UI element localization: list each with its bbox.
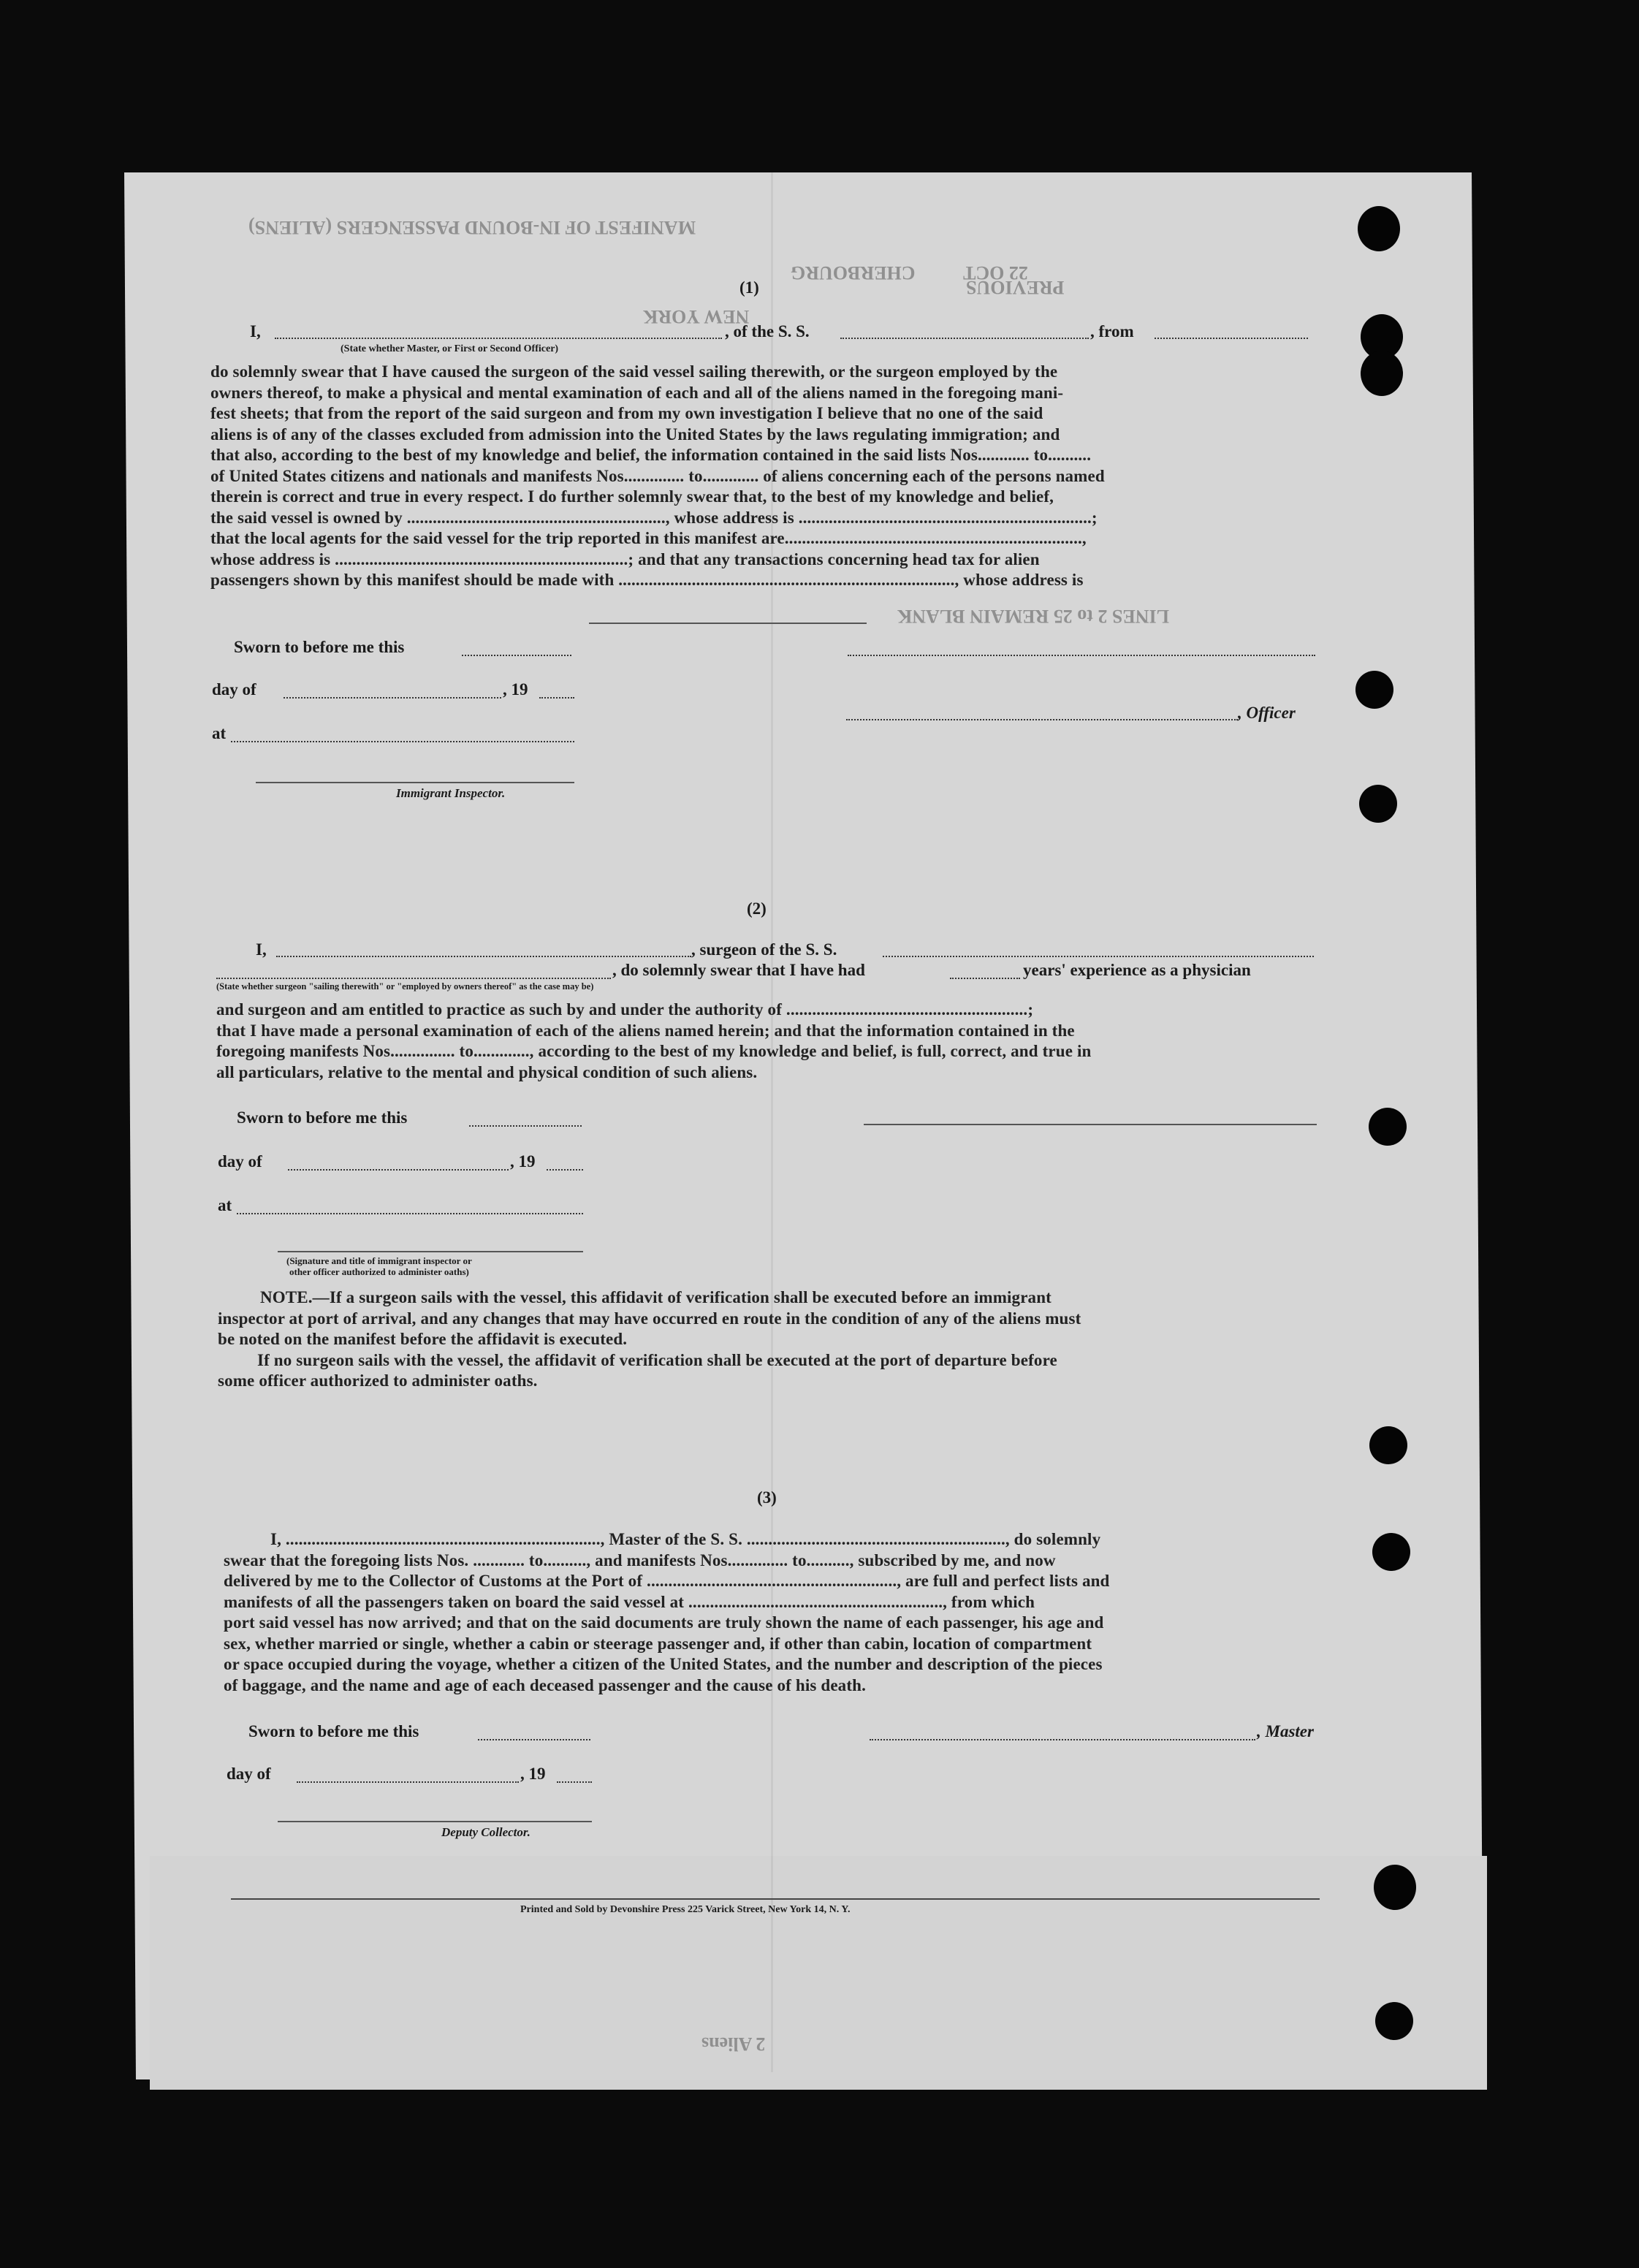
note-surgeon: (State whether surgeon "sailing therewith" or "employed by owners thereof" as the case may be) [216,981,594,992]
paragraph-line: the said vessel is owned by ............................................................, whose address is ....................................................................; [210,508,1098,527]
section-number: (1) [739,278,759,297]
note-line: some officer authorized to administer oaths. [218,1371,538,1390]
blank-year [547,1169,583,1171]
footer-rule [231,1898,1320,1900]
paragraph-line: or space occupied during the voyage, whether a citizen of the United States, and the number and description of the pieces [224,1655,1103,1673]
paragraph-line: of United States citizens and nationals and manifests Nos.............. to............. of aliens concerning each of the persons named [210,466,1105,485]
paragraph-line: that the local agents for the said vessel for the trip reported in this manifest are....................................................................., [210,529,1087,547]
bleed-through-text: CHERBOURG [791,262,916,284]
blank-sworn-date [469,1125,582,1127]
blank-day [288,1169,509,1171]
sworn-label: Sworn to before me this [248,1722,419,1740]
paragraph-line: foregoing manifests Nos............... to............., according to the best of my knowledge and belief, is full, correct, and true in [216,1042,1092,1060]
blank-year [539,697,574,699]
years-label: years' experience as a physician [1023,961,1251,979]
officer-label: , Officer [1238,704,1296,722]
blank-at [237,1213,583,1214]
sworn-label: Sworn to before me this [234,638,405,656]
blank-surgeon-name [276,956,691,957]
blank-surgeon-status [216,978,611,979]
day-of-label: day of [212,680,256,699]
label-i: I, [250,322,261,340]
paragraph-line: delivered by me to the Collector of Customs at the Port of .........................................................., are full and perfect lists and [224,1572,1110,1590]
paragraph-line: that also, according to the best of my knowledge and belief, the information contained in the said lists Nos............ to.......... [210,446,1092,464]
paragraph-line: of baggage, and the name and age of each deceased passenger and the cause of his death. [224,1675,866,1694]
inspector-signature-line [256,782,574,783]
paragraph-line: therein is correct and true in every respect. I do further solemnly swear that, to the best of my knowledge and belief, [210,487,1054,506]
bleed-through-text: PREVIOUS [966,277,1065,298]
binder-hole [1375,2002,1413,2040]
section-number: (3) [757,1488,777,1507]
blank-years [950,978,1020,979]
paragraph-line: passengers shown by this manifest should be made with .............................................................................., whose address is [210,571,1084,589]
bleed-through-text: LINES 2 to 25 REMAIN BLANK [897,606,1169,627]
day-of-label: day of [218,1152,262,1171]
sworn-label: Sworn to before me this [237,1108,408,1127]
signature-line [864,1124,1317,1125]
blank-day [284,697,501,699]
label-from: , from [1090,322,1134,340]
surgeon-of-label: , surgeon of the S. S. [691,940,837,959]
blank-from-port [1155,338,1308,339]
paragraph-line: whose address is ....................................................................; and that any transactions concerning head tax for alien [210,549,1040,568]
blank-master-name [275,338,722,339]
paragraph-line: port said vessel has now arrived; and that on the said documents are truly shown the name of each passenger, his age and [224,1613,1104,1632]
paragraph-line: do solemnly swear that I have caused the surgeon of the said vessel sailing therewith, or the surgeon employed by the [210,362,1058,381]
blank-year [557,1781,592,1783]
paragraph-line: aliens is of any of the classes excluded from admission into the United States by the laws regulating immigration; and [210,425,1060,444]
day-of-label: day of [227,1765,271,1783]
binder-hole [1359,785,1397,823]
blank-vessel-name [840,338,1089,339]
inspector-signature-line [278,1251,583,1252]
binder-hole [1374,1865,1416,1910]
blank-sworn-date [462,655,571,656]
paragraph-line: all particulars, relative to the mental and physical condition of such aliens. [216,1062,758,1081]
deputy-label: Deputy Collector. [441,1825,531,1839]
binder-hole [1369,1426,1407,1464]
blank-day [297,1781,519,1783]
paragraph-line: owners thereof, to make a physical and mental examination of each and all of the aliens named in the foregoing mani- [210,383,1064,402]
section-number: (2) [747,899,767,918]
at-label: at [212,724,227,742]
sig-note: (Signature and title of immigrant inspector or [286,1255,472,1266]
year-label: , 19 [503,680,528,699]
bleed-through-text: 22 OCT [963,262,1028,284]
paragraph-line: I, ........................................................................., Master of the S. S. ............................................................, do solemnly [270,1530,1101,1548]
bleed-through-text: MANIFEST OF IN-BOUND PASSENGERS (ALIENS) [248,217,696,238]
note-line: NOTE.—If a surgeon sails with the vessel, this affidavit of verification shall be executed before an immigrant [260,1288,1052,1306]
binder-hole [1361,351,1403,396]
bleed-through-text: NEW YORK [643,306,750,327]
deputy-signature-line [278,1821,592,1822]
binder-hole [1358,206,1400,251]
paragraph-line: fest sheets; that from the report of the said surgeon and from my own investigation I believe that no one of the said [210,404,1043,422]
blank-at [231,741,574,742]
label-of-ss: , of the S. S. [725,322,810,340]
blank-master-signature [870,1739,1255,1740]
blank-vessel-2 [883,956,1314,957]
signature-line [589,623,867,624]
bleed-through-text: 2 Aliens [701,2033,766,2055]
master-label: , Master [1257,1722,1314,1740]
year-label: , 19 [520,1765,546,1783]
at-label: at [218,1196,232,1214]
note-line: If no surgeon sails with the vessel, the affidavit of verification shall be executed at the port of departure before [257,1350,1057,1369]
binder-hole [1369,1108,1407,1146]
printer-imprint: Printed and Sold by Devonshire Press 225 Varick Street, New York 14, N. Y. [520,1904,851,1915]
label-i: I, [256,940,267,959]
sig-note: other officer authorized to administer oaths) [289,1266,469,1277]
note-line: be noted on the manifest before the affidavit is executed. [218,1330,628,1348]
blank-officer-signature [846,719,1238,720]
paragraph-line: that I have made a personal examination of each of the aliens named herein; and that the information contained in the [216,1021,1075,1040]
blank-officer-signature-top [848,655,1315,656]
blank-sworn-date [478,1739,590,1740]
year-label: , 19 [510,1152,536,1171]
paragraph-line: and surgeon and am entitled to practice as such by and under the authority of ........................................................; [216,1000,1034,1019]
note-master: (State whether Master, or First or Second Officer) [341,343,559,354]
note-line: inspector at port of arrival, and any changes that may have occurred en route in the condition of any of the aliens must [218,1309,1081,1328]
binder-hole [1355,671,1393,709]
paragraph-line: swear that the foregoing lists Nos. ............ to.........., and manifests Nos.............. to.........., subscribed by me, and now [224,1550,1056,1569]
paragraph-line: manifests of all the passengers taken on board the said vessel at ..........................................................., from which [224,1592,1035,1611]
inspector-label: Immigrant Inspector. [396,786,506,800]
document-page-lower [150,1856,1487,2090]
paragraph-line: sex, whether married or single, whether a cabin or steerage passenger and, if other than cabin, location of compartment [224,1634,1092,1653]
binder-hole [1372,1533,1410,1571]
do-solemnly-label: , do solemnly swear that I have had [612,961,865,979]
